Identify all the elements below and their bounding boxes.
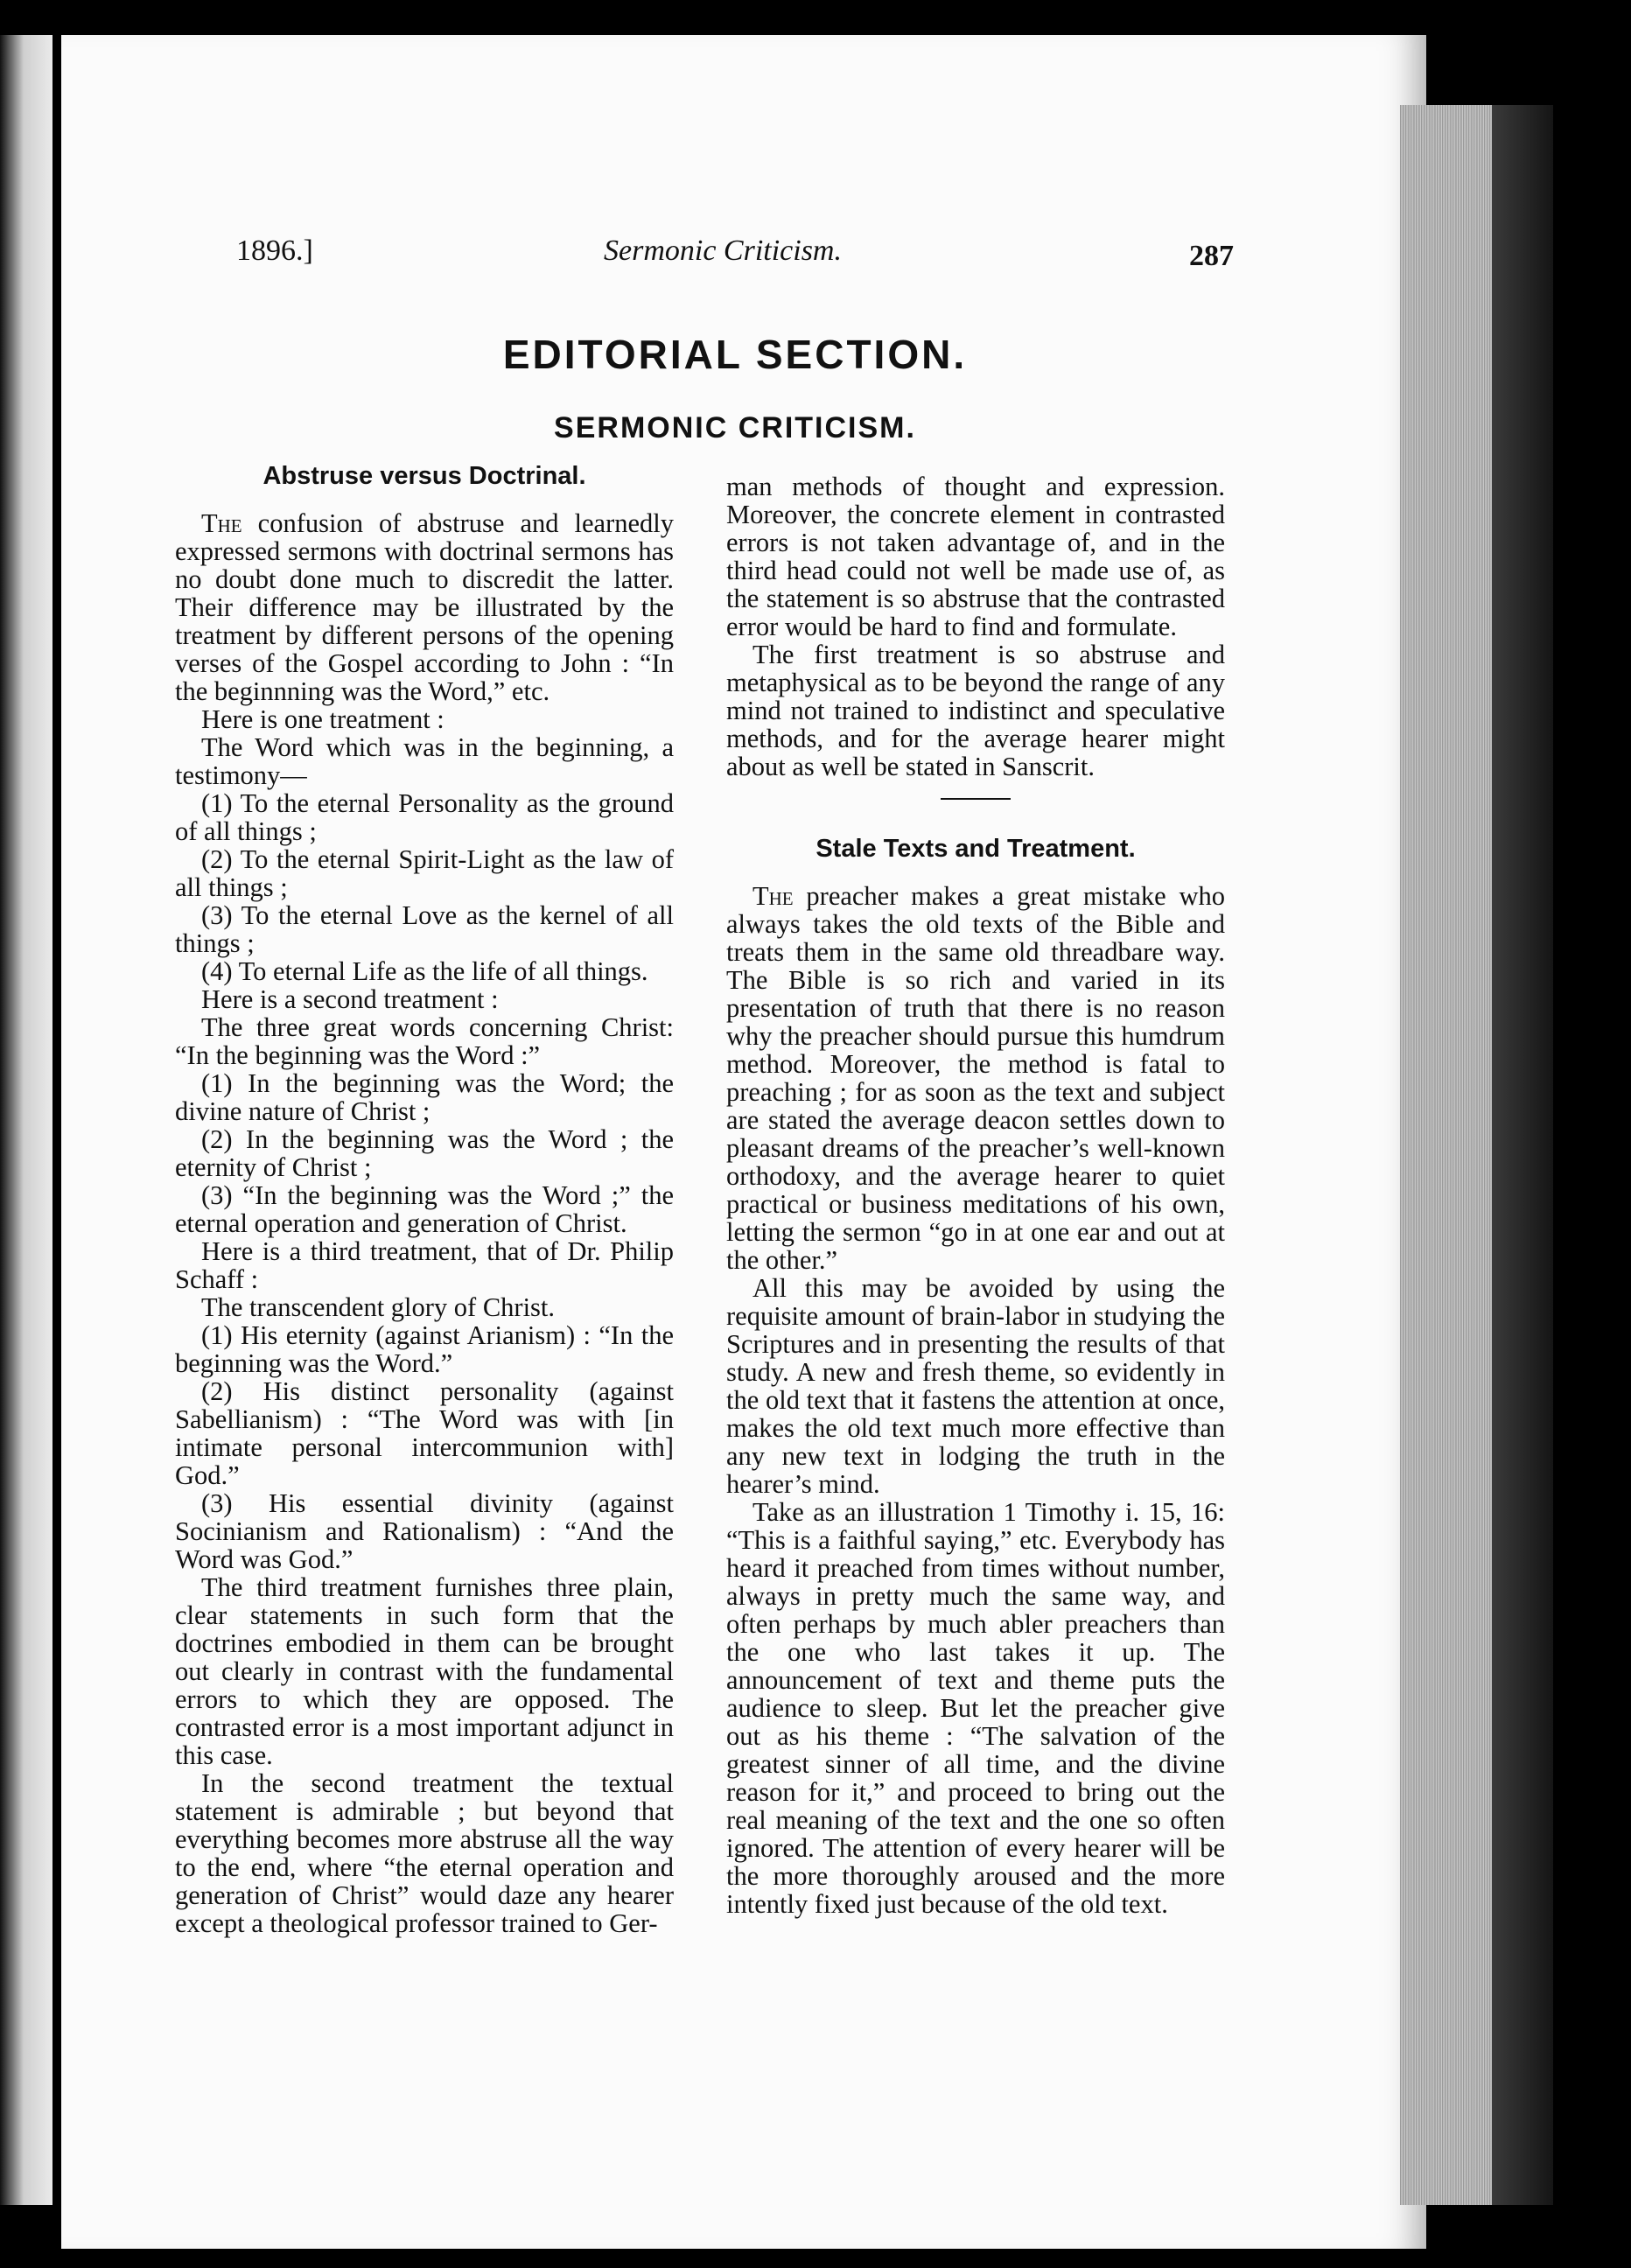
article-heading: Abstruse versus Doctrinal. bbox=[262, 462, 586, 490]
list-item: (1) His eternity (against Arianism) : “In the beginning was the Word.” bbox=[175, 1320, 674, 1378]
paragraph bbox=[175, 509, 674, 705]
list-item: (2) His distinct personality (against Sabellianism) : “The Word was with [in intimate personal intercommunion with] God.” bbox=[175, 1376, 674, 1490]
paragraph: Take as an illustration 1 Timothy i. 15, 16: “This is a faithful saying,” etc. Everybody has heard it preached from times without number, always in pretty much the same way, and often perhaps by much abler preachers than the one who last takes it up. The announcement of text and theme puts the audience to sleep. But let the preacher give out as his theme : “The salvation of the greatest sinner of all time, and the divine reason for it,” and proceed to bring out the real meaning of the text and the one so often ignored. The attention of every hearer will be the more thoroughly aroused and the more intently fixed just because of the old text. bbox=[726, 1497, 1225, 1919]
paragraph-text: preacher makes a great mistake who always takes the old texts of the Bible and treats them in the same old threadbare way. The Bible is so rich and varied in its presentation of truth that there is no reason why the preacher should pursue this humdrum method. Moreover, the method is fatal to preaching ; for as soon as the text and subject are stated the average deacon settles down to pleasant dreams of the preacher’s well-known orthodoxy, and the average hearer to quiet practical or business meditations of his own, letting the sermon “go in at one ear and out at the other.” bbox=[726, 881, 1226, 1275]
paragraph: In the second treatment the textual statement is admirable ; but beyond that everything becomes more abstruse all the way to the end, where “the eternal operation and generation of Christ” would daze any hearer except a theological professor trained to Ger- bbox=[175, 1768, 674, 1938]
list-item: (1) In the beginning was the Word; the divine nature of Christ ; bbox=[175, 1068, 674, 1126]
left-page-edge bbox=[0, 35, 52, 2205]
paragraph: Here is a second treatment : bbox=[201, 984, 499, 1014]
paragraph: man methods of thought and expression. Moreover, the concrete element in contrasted errors is not taken advantage of, and in the third head could not well be made use of, as the statement is so abstruse that the contrasted error would be hard to find and formulate. bbox=[726, 472, 1225, 641]
list-item: (3) His essential divinity (against Socinianism and Rationalism) : “And the Word was God.” bbox=[175, 1488, 674, 1574]
paragraph: The first treatment is so abstruse and metaphysical as to be beyond the range of any mind not trained to indistinct and speculative methods, and for the average hearer might about as well be stated in Sanscrit. bbox=[726, 640, 1225, 781]
list-item: (1) To the eternal Personality as the ground of all things ; bbox=[175, 788, 674, 846]
paragraph: The Word which was in the beginning, a testimony— bbox=[175, 732, 674, 790]
page-number: 287 bbox=[1189, 240, 1234, 272]
header-title: Sermonic Criticism. bbox=[604, 234, 842, 267]
sub-title: SERMONIC CRITICISM. bbox=[554, 411, 916, 444]
paragraph: The third treatment furnishes three plain, clear statements in such form that the doctrines embodied in them can be brought out clearly in contrast with the fundamental errors to which they are opposed. The contrasted error is a most important adjunct in this case. bbox=[175, 1572, 674, 1770]
article-heading: Stale Texts and Treatment. bbox=[816, 835, 1136, 863]
paragraph: Here is one treatment : bbox=[201, 704, 444, 734]
running-head bbox=[236, 234, 1234, 287]
right-column bbox=[726, 472, 1225, 1918]
list-item: (2) To the eternal Spirit-Light as the law of all things ; bbox=[175, 844, 674, 902]
list-item: (3) “In the beginning was the Word ;” the eternal operation and generation of Christ. bbox=[175, 1180, 674, 1238]
list-item: (4) To eternal Life as the life of all things. bbox=[201, 956, 648, 986]
paragraph-text: confusion of abstruse and learnedly expressed sermons with doctrinal sermons has no doubt done much to discredit the latter. Their difference may be illustrated by the treatment by different persons of the opening verses of the Gospel according to John : “In the beginnning was the Word,” etc. bbox=[175, 508, 674, 706]
lead-word: The bbox=[201, 508, 242, 538]
book-cover-edge bbox=[1492, 105, 1553, 2205]
paragraph: All this may be avoided by using the requisite amount of brain-labor in studying the Scriptures and in presenting the results of that study. A new and fresh theme, so evidently in the old text that it fastens the attention at once, makes the old text much more effective than any new text in lodging the truth in the hearer’s mind. bbox=[726, 1273, 1225, 1499]
paragraph bbox=[726, 882, 1225, 1274]
list-item: (3) To the eternal Love as the kernel of all things ; bbox=[175, 900, 674, 958]
paragraph: The transcendent glory of Christ. bbox=[201, 1292, 556, 1322]
section-title: EDITORIAL SECTION. bbox=[502, 332, 968, 377]
paragraph: The three great words concerning Christ: “In the beginning was the Word :” bbox=[175, 1012, 674, 1070]
list-item: (2) In the beginning was the Word ; the eternity of Christ ; bbox=[175, 1124, 674, 1182]
header-year: 1896.] bbox=[236, 234, 313, 267]
section-divider bbox=[941, 798, 1011, 800]
lead-word: The bbox=[752, 881, 794, 911]
paragraph: Here is a third treatment, that of Dr. Philip Schaff : bbox=[175, 1236, 674, 1294]
left-column bbox=[175, 455, 674, 1937]
